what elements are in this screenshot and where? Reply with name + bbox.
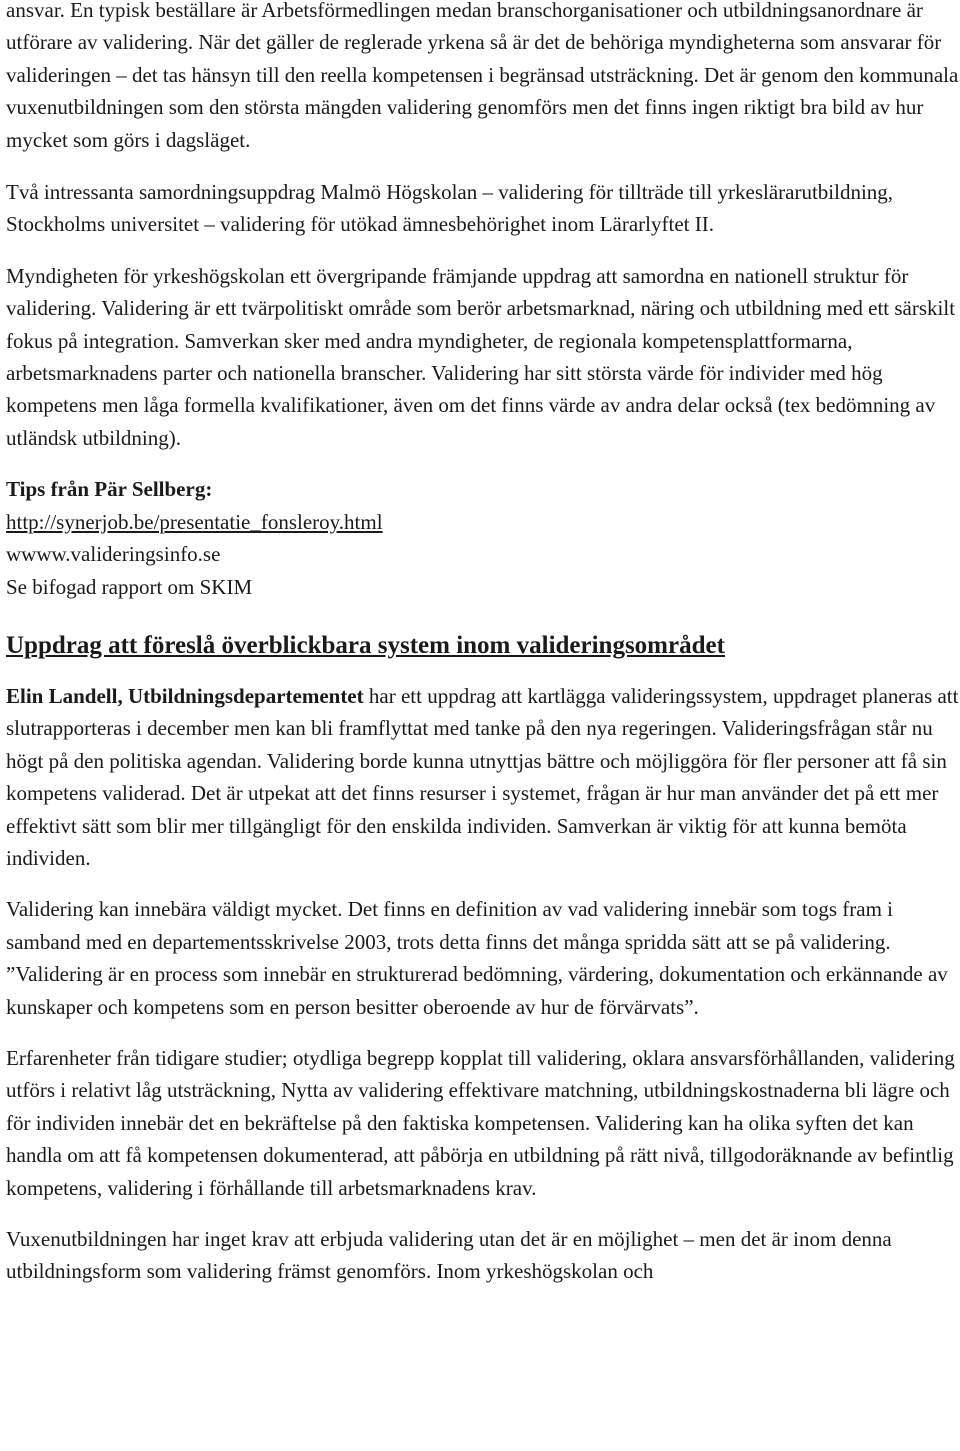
paragraph-experiences: Erfarenheter från tidigare studier; otydliga begrepp kopplat till validering, oklara ansvarsförhållanden, validering utförs i relativt låg utsträckning, Nytta av validering effektivare matchning, utbildningskostnaderna bli lägre och för individen innebär det en bekräftelse på den faktiska kompetensen. Validering kan ha olika syften det kan handla om att få kompetensen dokumenterad, att påbörja en utbildning på rätt nivå, tillgodoräknande av befintlig kompetens, validering i förhållande till arbetsmarknadens krav.: [6, 1045, 955, 1200]
tips-block: [6, 473, 960, 603]
paragraph-coordination-assignments: Två intressanta samordningsuppdrag Malmö Högskolan – validering för tillträde till yrkeslärarutbildning, Stockholms universitet – validering för utökad ämnesbehörighet inom Lärarlyftet II.: [6, 180, 894, 237]
paragraph-landell-text: har ett uppdrag att kartlägga valideringssystem, uppdraget planeras att slutrapporteras i december men kan bli framflyttat med tanke på den nya regeringen. Valideringsfrågan står nu högt på den politiska agendan. Validering borde kunna utnyttjas bättre och möjliggöra för fler personer att få sin kompetens validerad. Det är utpekat att det finns resurser i systemet, frågan är hur man använder det på ett mer effektivt sätt som blir mer tillgängligt för den enskilda individen. Samverkan är viktig för att kunna bemöta individen.: [6, 683, 959, 870]
tips-site: wwww.valideringsinfo.se: [6, 542, 221, 567]
paragraph-adult-education: Vuxenutbildningen har inget krav att erbjuda validering utan det är en möjlighet – men det är inom denna utbildningsform som validering främst genomförs. Inom yrkeshögskolan och: [6, 1227, 892, 1284]
paragraph-myh-assignment: Myndigheten för yrkeshögskolan ett övergripande främjande uppdrag att samordna en nationell struktur för validering. Validering är ett tvärpolitiskt område som berör arbetsmarknad, näring och utbildning med ett särskilt fokus på integration. Samverkan sker med andra myndigheter, de regionala kompetensplattformarna, arbetsmarknadens parter och nationella branscher. Validering har sitt största värde för individer med hög kompetens men låga formella kvalifikationer, även om det finns värde av andra delar också (tex bedömning av utländsk utbildning).: [6, 263, 956, 450]
paragraph-landell: [6, 680, 960, 874]
tips-link[interactable]: http://synerjob.be/presentatie_fonsleroy.html: [6, 509, 383, 534]
tips-heading: Tips från Pär Sellberg:: [6, 477, 213, 502]
tips-note: Se bifogad rapport om SKIM: [6, 574, 253, 599]
section-heading: Uppdrag att föreslå överblickbara system inom valideringsområdet: [6, 631, 725, 659]
speaker-name: Elin Landell, Utbildningsdepartementet: [6, 683, 364, 708]
paragraph-definition: Validering kan innebära väldigt mycket. Det finns en definition av vad validering innebär som togs fram i samband med en departementsskrivelse 2003, trots detta finns det många spridda sätt att se på validering. ”Validering är en process som innebär en strukturerad bedömning, värdering, dokumentation och erkännande av kunskaper och kompetens som en person besitter oberoende av hur de förvärvats”.: [6, 897, 948, 1019]
paragraph-validation-responsibility: ansvar. En typisk beställare är Arbetsförmedlingen medan branschorganisationer och utbildningsanordnare är utförare av validering. När det gäller de reglerade yrkena så är det de behöriga myndigheterna som ansvarar för valideringen – det tas hänsyn till den reella kompetensen i begränsad utsträckning. Det är genom den kommunala vuxenutbildningen som den största mängden validering genomförs men det finns ingen riktigt bra bild av hur mycket som görs i dagsläget.: [6, 0, 959, 152]
